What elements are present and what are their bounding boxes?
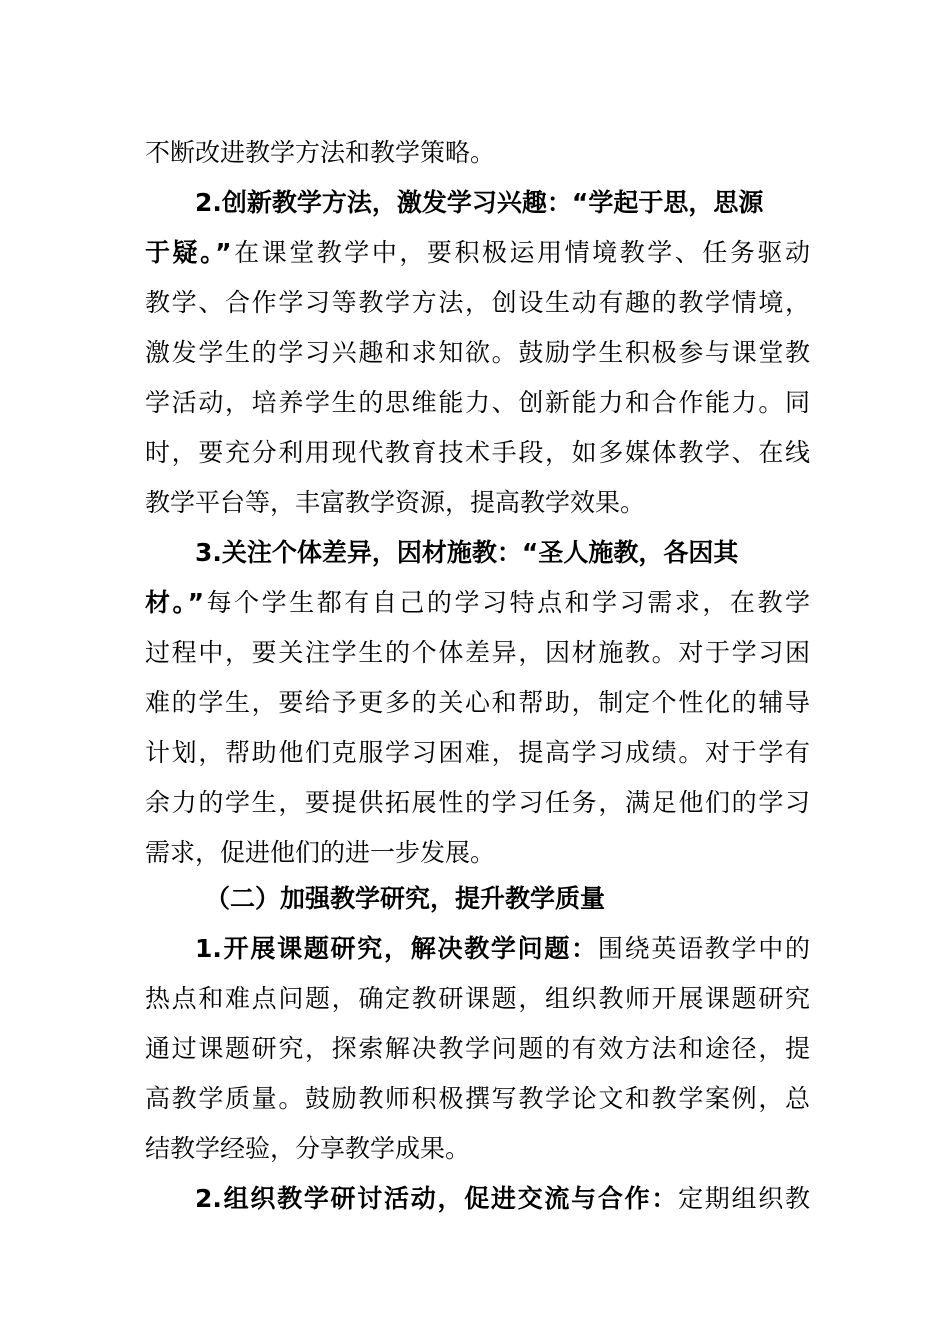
text-run: 每个学生都有自己的学习特点和学习需求，在教学 bbox=[204, 588, 810, 617]
paragraph-line bbox=[145, 378, 810, 428]
item-heading: 1.开展课题研究，解决教学问题： bbox=[195, 934, 598, 963]
paragraph-line bbox=[145, 228, 810, 278]
paragraph-line bbox=[145, 1074, 810, 1124]
paragraph-line bbox=[145, 278, 810, 328]
section-heading: （二）加强教学研究，提升教学质量 bbox=[205, 884, 606, 913]
text-run: 通过课题研究，探索解决教学问题的有效方法和途径，提 bbox=[145, 1034, 810, 1063]
paragraph-line bbox=[145, 578, 810, 628]
item-heading-line bbox=[195, 1174, 810, 1224]
paragraph-line bbox=[145, 628, 810, 678]
text-run: 计划，帮助他们克服学习困难，提高学习成绩。对于学有 bbox=[145, 738, 810, 767]
text-run: 学活动，培养学生的思维能力、创新能力和合作能力。同 bbox=[145, 388, 810, 417]
paragraph-line bbox=[145, 1124, 810, 1174]
text-run: 过程中，要关注学生的个体差异，因材施教。对于学习困 bbox=[145, 638, 810, 667]
text-run: 余力的学生，要提供拓展性的学习任务，满足他们的学习 bbox=[145, 788, 810, 817]
paragraph-line bbox=[145, 728, 810, 778]
text-run: 难的学生，要给予更多的关心和帮助，制定个性化的辅导 bbox=[145, 688, 810, 717]
item-heading-line bbox=[195, 178, 810, 228]
item-heading-line bbox=[195, 528, 810, 578]
item-heading: 3.关注个体差异，因材施教：“圣人施教，各因其 bbox=[195, 538, 739, 567]
paragraph-line bbox=[145, 428, 810, 478]
item-heading: 2.组织教学研讨活动，促进交流与合作： bbox=[195, 1184, 679, 1213]
text-run: 教学、合作学习等教学方法，创设生动有趣的教学情境， bbox=[145, 288, 810, 317]
paragraph-line bbox=[145, 974, 810, 1024]
text-run: 围绕英语教学中的 bbox=[597, 934, 810, 963]
quote-end: 材。” bbox=[145, 588, 205, 617]
paragraph-line bbox=[145, 678, 810, 728]
text-run: 激发学生的学习兴趣和求知欲。鼓励学生积极参与课堂教 bbox=[145, 338, 810, 367]
paragraph-line bbox=[145, 328, 810, 378]
text-run: 高教学质量。鼓励教师积极撰写教学论文和教学案例，总 bbox=[145, 1084, 810, 1113]
text-run: 需求，促进他们的进一步发展。 bbox=[145, 838, 496, 867]
text-run: 在课堂教学中，要积极运用情境教学、任务驱动 bbox=[231, 238, 810, 267]
text-run: 时，要充分利用现代教育技术手段，如多媒体教学、在线 bbox=[145, 438, 810, 467]
item-heading-line bbox=[195, 924, 810, 974]
paragraph-line bbox=[145, 828, 810, 878]
text-run: 教学平台等，丰富教学资源，提高教学效果。 bbox=[145, 488, 646, 517]
text-run: 不断改进教学方法和教学策略。 bbox=[145, 138, 496, 167]
item-heading: 2.创新教学方法，激发学习兴趣：“学起于思，思源 bbox=[195, 188, 764, 217]
text-run: 结教学经验，分享教学成果。 bbox=[145, 1134, 471, 1163]
text-run: 热点和难点问题，确定教研课题，组织教师开展课题研究 bbox=[145, 984, 810, 1013]
quote-end: 于疑。” bbox=[145, 238, 232, 267]
paragraph-line bbox=[145, 478, 810, 528]
text-run: 定期组织教 bbox=[678, 1184, 810, 1213]
section-heading-line bbox=[205, 874, 810, 924]
paragraph-line bbox=[145, 778, 810, 828]
paragraph-line bbox=[145, 1024, 810, 1074]
paragraph-line bbox=[145, 128, 810, 178]
